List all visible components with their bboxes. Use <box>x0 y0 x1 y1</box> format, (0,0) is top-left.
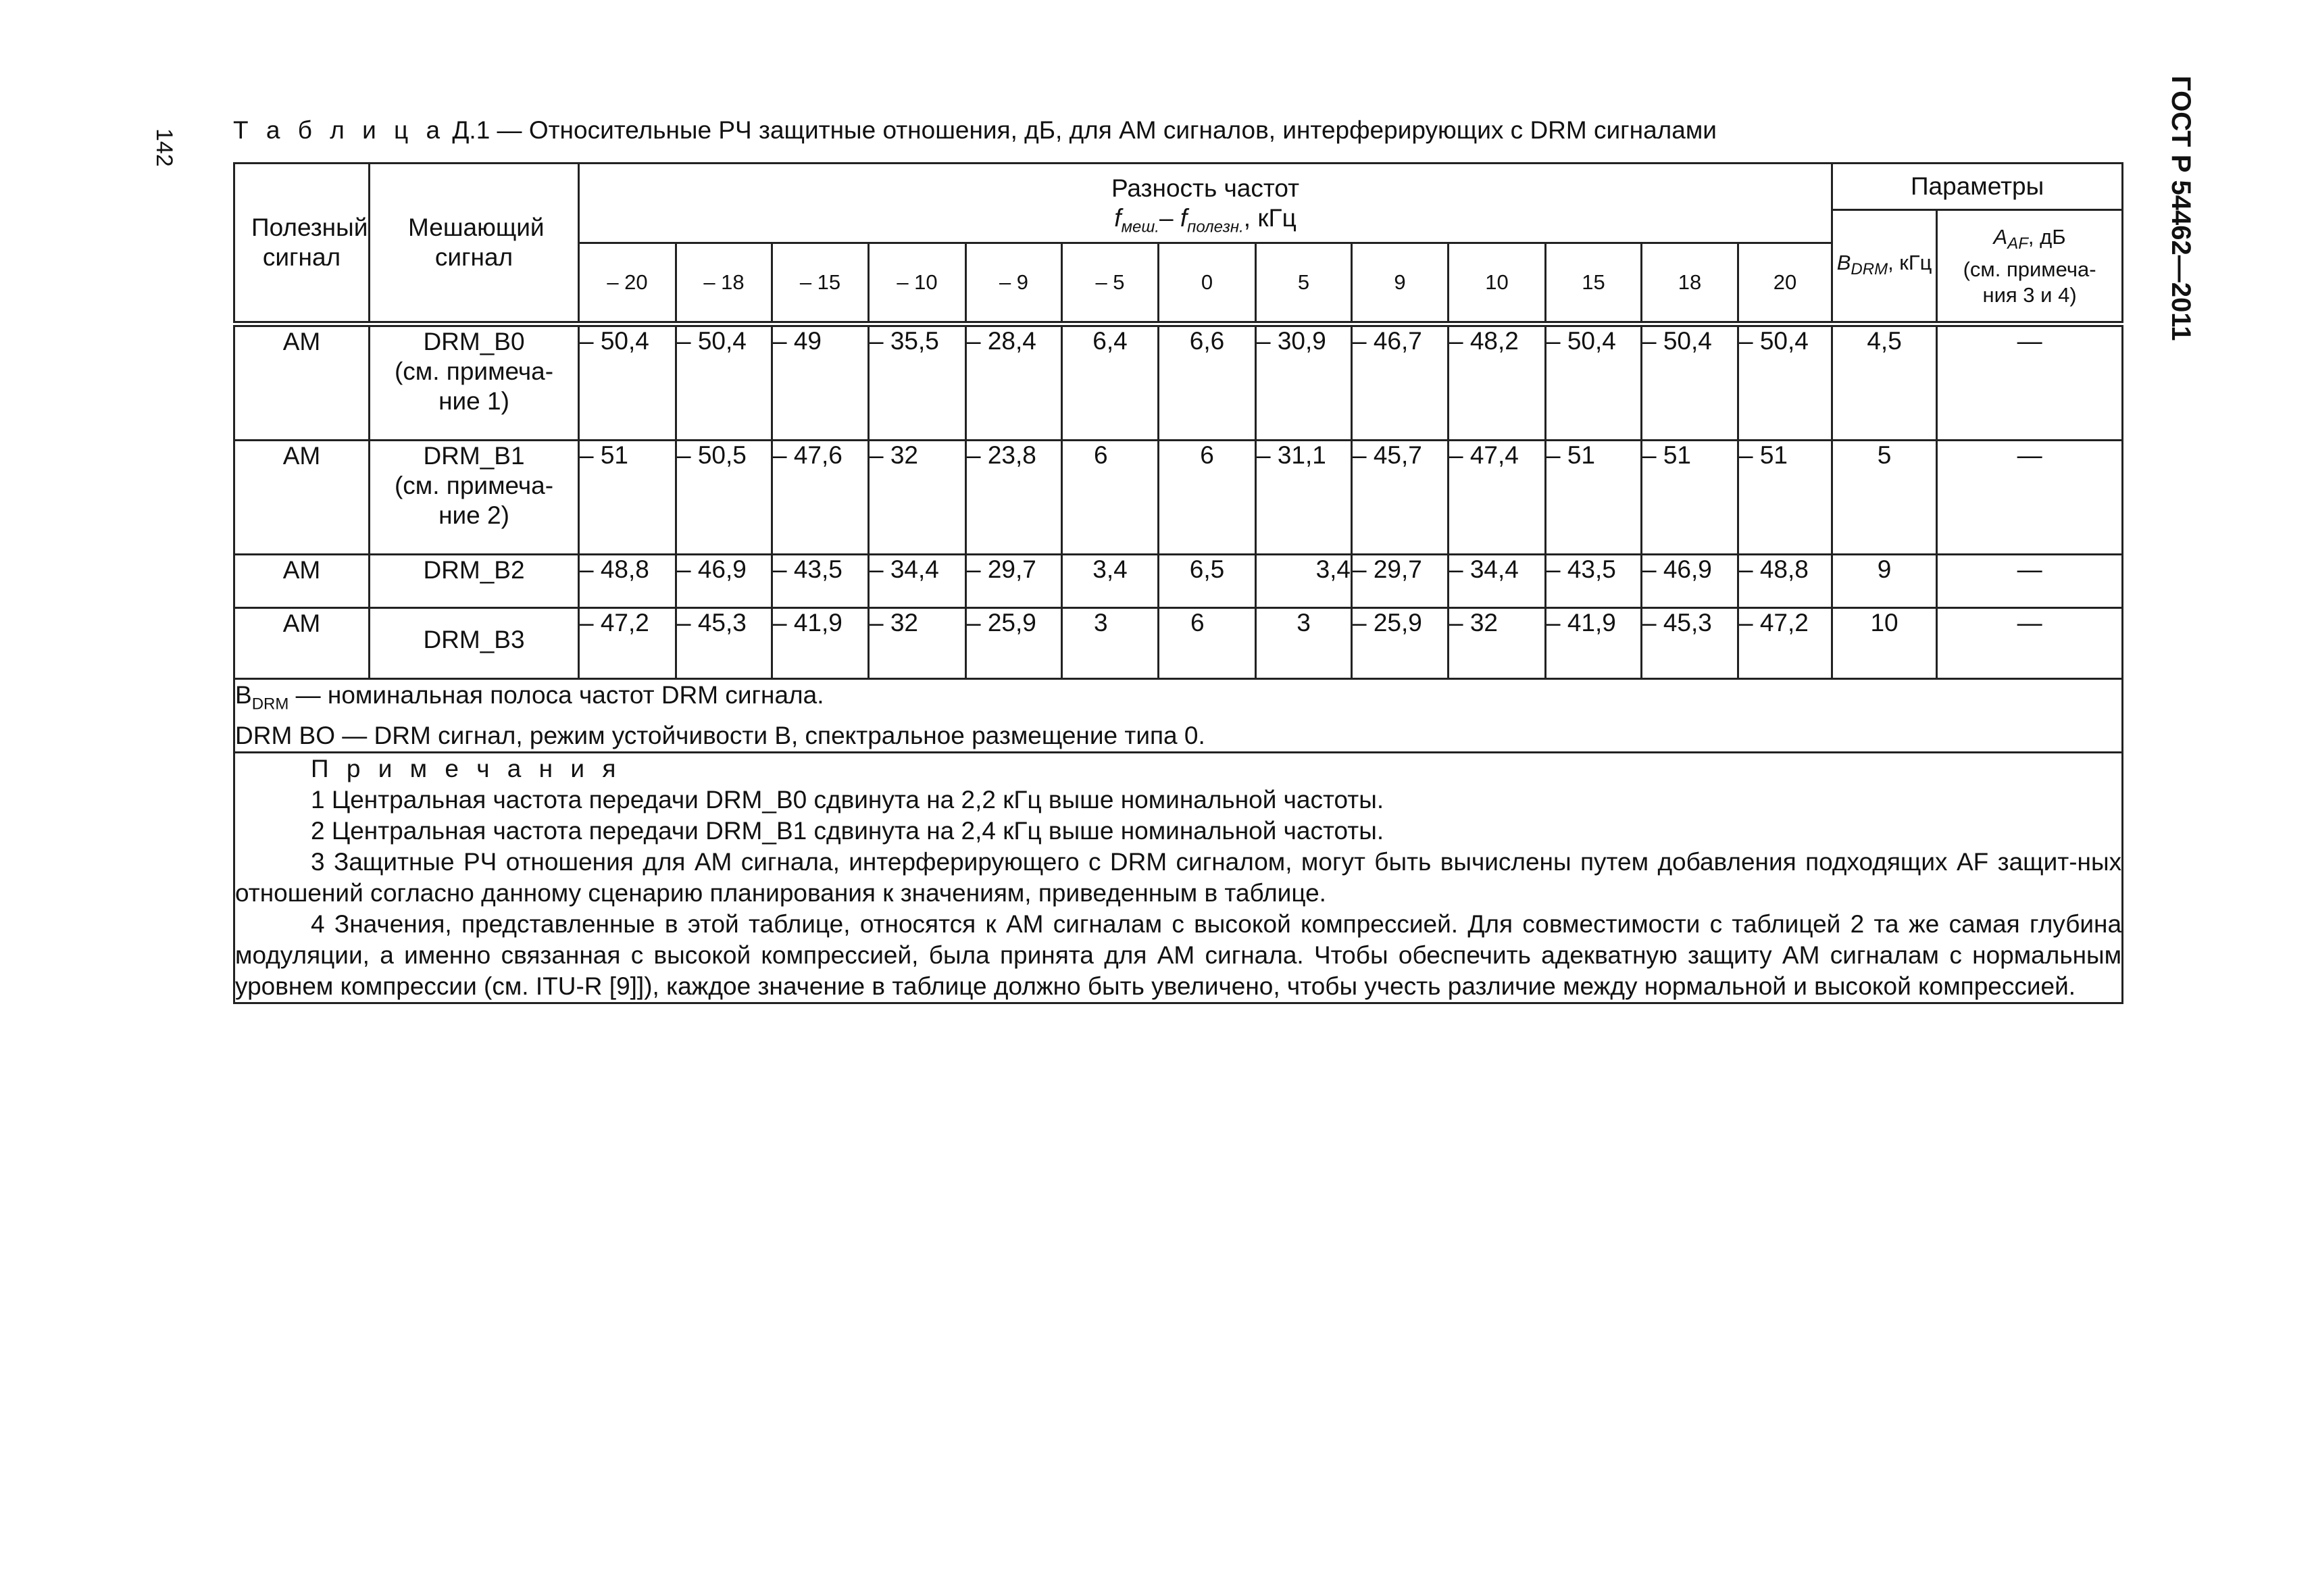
caption-text: Д.1 — Относительные РЧ защитные отношения, дБ, для АМ сигналов, интерферирующих с DRM сигналами <box>452 116 1717 144</box>
freq-col-header: 18 <box>1642 243 1738 324</box>
wanted-signal-cell: АМ <box>234 441 370 555</box>
value-cell: – 29,7 <box>966 555 1062 608</box>
header-interfering-signal: Мешающий сигнал <box>370 164 579 324</box>
freq-col-header: 10 <box>1449 243 1546 324</box>
value-cell: – 45,3 <box>676 608 772 679</box>
value-cell: – 34,4 <box>869 555 966 608</box>
value-cell: 6,4 <box>1062 324 1159 441</box>
value-cell: – 41,9 <box>1546 608 1642 679</box>
freq-col-header: – 20 <box>579 243 676 324</box>
value-cell: – 23,8 <box>966 441 1062 555</box>
note-item: 3 Защитные РЧ отношения для АМ сигнала, интерферирующего с DRM сигналом, могут быть вычислены путем добавления подходящих AF защит-ных отношений согласно данному сценарию планирования к значениям, приведенным в таблице. <box>235 847 2122 907</box>
notes-cell <box>234 752 2123 1003</box>
value-cell: 3,4 <box>1256 555 1352 608</box>
interfering-signal-cell: DRM_B0 (см. примеча-ние 1) <box>370 324 579 441</box>
value-cell: – 34,4 <box>1449 555 1546 608</box>
value-cell: – 25,9 <box>1352 608 1449 679</box>
freq-diff-title: Разность частот <box>1111 174 1300 202</box>
page-number: 142 <box>151 128 177 167</box>
table-row <box>234 324 2123 441</box>
table-row <box>234 608 2123 679</box>
value-cell: – 47,4 <box>1449 441 1546 555</box>
freq-col-header: – 15 <box>772 243 869 324</box>
value-cell: – 50,4 <box>1546 324 1642 441</box>
value-cell: – 32 <box>1449 608 1546 679</box>
header-b-drm: $B_{DRM}$, кГц <box>1832 210 1937 324</box>
value-cell: – 41,9 <box>772 608 869 679</box>
value-cell: 6,6 <box>1159 324 1256 441</box>
value-cell: – 51 <box>1738 441 1832 555</box>
wanted-signal-cell: АМ <box>234 608 370 679</box>
value-cell: – 46,9 <box>676 555 772 608</box>
value-cell: – 32 <box>869 441 966 555</box>
value-cell: – 48,8 <box>579 555 676 608</box>
a-af-cell: — <box>1937 441 2123 555</box>
value-cell: – 47,2 <box>579 608 676 679</box>
protection-ratio-table <box>233 162 2123 1004</box>
value-cell: – 30,9 <box>1256 324 1352 441</box>
value-cell: – 47,6 <box>772 441 869 555</box>
freq-col-header: – 9 <box>966 243 1062 324</box>
freq-col-header: – 5 <box>1062 243 1159 324</box>
b-drm-cell: 10 <box>1832 608 1937 679</box>
value-cell: – 46,9 <box>1642 555 1738 608</box>
freq-col-header: 5 <box>1256 243 1352 324</box>
value-cell: – 45,7 <box>1352 441 1449 555</box>
caption-label: Т а б л и ц а <box>233 116 446 144</box>
freq-col-header: – 10 <box>869 243 966 324</box>
value-cell: – 50,4 <box>579 324 676 441</box>
header-frequency-difference <box>579 164 1832 243</box>
value-cell: – 50,4 <box>1738 324 1832 441</box>
b-drm-cell: 5 <box>1832 441 1937 555</box>
value-cell: 6 <box>1159 608 1256 679</box>
value-cell: – 43,5 <box>1546 555 1642 608</box>
b-drm-cell: 4,5 <box>1832 324 1937 441</box>
value-cell: 3 <box>1062 608 1159 679</box>
value-cell: – 50,5 <box>676 441 772 555</box>
value-cell: – 35,5 <box>869 324 966 441</box>
value-cell: 3,4 <box>1062 555 1159 608</box>
header-parameters: Параметры <box>1832 164 2123 210</box>
definitions-cell <box>234 679 2123 752</box>
value-cell: 6,5 <box>1159 555 1256 608</box>
freq-col-header: – 18 <box>676 243 772 324</box>
value-cell: – 50,4 <box>676 324 772 441</box>
interfering-signal-cell: DRM_B1 (см. примеча-ние 2) <box>370 441 579 555</box>
wanted-signal-cell: АМ <box>234 324 370 441</box>
document-code: ГОСТ Р 54462—2011 <box>2166 76 2196 341</box>
table-row <box>234 555 2123 608</box>
freq-col-header: 15 <box>1546 243 1642 324</box>
value-cell: – 32 <box>869 608 966 679</box>
value-cell: – 51 <box>579 441 676 555</box>
definition-drm-bo: DRM BO — DRM сигнал, режим устойчивости B, спектральное размещение типа 0. <box>235 721 1205 749</box>
value-cell: – 31,1 <box>1256 441 1352 555</box>
value-cell: 6 <box>1062 441 1159 555</box>
value-cell: – 29,7 <box>1352 555 1449 608</box>
value-cell: – 48,2 <box>1449 324 1546 441</box>
wanted-signal-cell: АМ <box>234 555 370 608</box>
freq-diff-formula: $f_{меш.}-$ $f_{полезн.}$, кГц <box>1114 204 1297 236</box>
value-cell: – 50,4 <box>1642 324 1738 441</box>
value-cell: – 51 <box>1642 441 1738 555</box>
freq-col-header: 9 <box>1352 243 1449 324</box>
value-cell: – 43,5 <box>772 555 869 608</box>
value-cell: – 25,9 <box>966 608 1062 679</box>
value-cell: 3 <box>1256 608 1352 679</box>
table-caption <box>233 116 1717 145</box>
value-cell: – 51 <box>1546 441 1642 555</box>
definition-b-drm: $B_{DRM}$ — номинальная полоса частот DRM сигнала. <box>235 681 824 714</box>
notes-row <box>234 752 2123 1003</box>
a-af-cell: — <box>1937 324 2123 441</box>
freq-col-header: 0 <box>1159 243 1256 324</box>
a-af-cell: — <box>1937 555 2123 608</box>
definitions-row <box>234 679 2123 752</box>
interfering-signal-cell: DRM_B2 <box>370 555 579 608</box>
header-wanted-signal: Полезный сигнал <box>234 164 370 324</box>
value-cell: 6 <box>1159 441 1256 555</box>
note-item: 1 Центральная частота передачи DRM_B0 сдвинута на 2,2 кГц выше номинальной частоты. <box>311 785 1384 814</box>
value-cell: – 47,2 <box>1738 608 1832 679</box>
note-item: 2 Центральная частота передачи DRM_B1 сдвинута на 2,4 кГц выше номинальной частоты. <box>311 816 1384 845</box>
interfering-signal-cell: DRM_B3 <box>370 608 579 679</box>
notes-title: П р и м е ч а н и я <box>311 754 622 782</box>
a-af-cell: — <box>1937 608 2123 679</box>
table-row <box>234 441 2123 555</box>
value-cell: – 46,7 <box>1352 324 1449 441</box>
value-cell: – 45,3 <box>1642 608 1738 679</box>
value-cell: – 48,8 <box>1738 555 1832 608</box>
header-a-af: $A_{AF}$, дБ (см. примеча-ния 3 и 4) <box>1937 210 2123 324</box>
value-cell: – 49 <box>772 324 869 441</box>
value-cell: – 28,4 <box>966 324 1062 441</box>
note-item: 4 Значения, представленные в этой таблице, относятся к АМ сигналам с высокой компрессией. Для совместимости с таблицей 2 та же самая глубина модуляции, а именно связанная с высокой компрессией, была принята для АМ сигнала. Чтобы обеспечить адекватную защиту АМ сигналам с нормальным уровнем компрессии (см. ITU-R [9]]), каждое значение в таблице должно быть увеличено, чтобы учесть различие между нормальной и высокой компрессией. <box>235 909 2122 1000</box>
b-drm-cell: 9 <box>1832 555 1937 608</box>
freq-col-header: 20 <box>1738 243 1832 324</box>
